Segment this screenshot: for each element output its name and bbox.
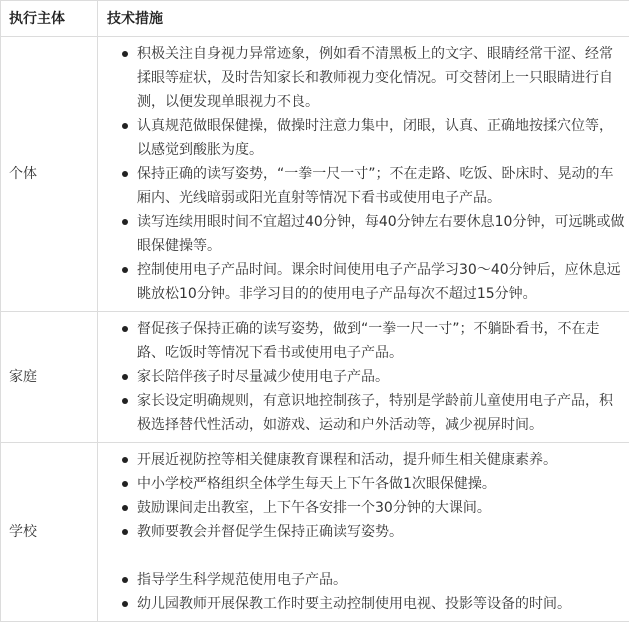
list-spacer [137, 544, 625, 568]
table-header-row [1, 1, 629, 37]
measure-item: 读写连续用眼时间不宜超过40分钟，每40分钟左右要休息10分钟，可远眺或做眼保健操等。 [137, 210, 625, 258]
measure-item: 控制使用电子产品时间。课余时间使用电子产品学习30～40分钟后，应休息远眺放松10分钟。非学习目的的使用电子产品每次不超过15分钟。 [137, 258, 625, 306]
measure-item: 开展近视防控等相关健康教育课程和活动，提升师生相关健康素养。 [137, 448, 625, 472]
table-row [1, 443, 629, 622]
table-row [1, 312, 629, 443]
measures-cell [98, 443, 629, 622]
table-row [1, 37, 629, 312]
measures-list [108, 448, 625, 616]
subject-cell: 学校 [1, 443, 98, 622]
measure-item: 积极关注自身视力异常迹象，例如看不清黑板上的文字、眼睛经常干涩、经常揉眼等症状，及时告知家长和教师视力变化情况。可交替闭上一只眼睛进行自测，以便发现单眼视力不良。 [137, 42, 625, 114]
measure-item: 家长设定明确规则，有意识地控制孩子，特别是学龄前儿童使用电子产品，积极选择替代性活动，如游戏、运动和户外活动等，减少视屏时间。 [137, 389, 625, 437]
measure-item: 家长陪伴孩子时尽量减少使用电子产品。 [137, 365, 625, 389]
subject-cell: 家庭 [1, 312, 98, 443]
subject-cell: 个体 [1, 37, 98, 312]
measures-cell [98, 37, 629, 312]
measure-item: 鼓励课间走出教室，上下午各安排一个30分钟的大课间。 [137, 496, 625, 520]
measure-item: 督促孩子保持正确的读写姿势，做到“一拳一尺一寸”；不躺卧看书，不在走路、吃饭时等情况下看书或使用电子产品。 [137, 317, 625, 365]
measure-item: 保持正确的读写姿势，“一拳一尺一寸”；不在走路、吃饭、卧床时、晃动的车厢内、光线暗弱或阳光直射等情况下看书或使用电子产品。 [137, 162, 625, 210]
measures-cell [98, 312, 629, 443]
header-measures: 技术措施 [98, 1, 629, 37]
measures-list [108, 317, 625, 437]
measure-item: 教师要教会并督促学生保持正确读写姿势。 [137, 520, 625, 544]
measure-item: 认真规范做眼保健操，做操时注意力集中，闭眼，认真、正确地按揉穴位等，以感觉到酸胀为度。 [137, 114, 625, 162]
measure-item: 指导学生科学规范使用电子产品。 [137, 568, 625, 592]
header-subject: 执行主体 [1, 1, 98, 37]
measure-item: 中小学校严格组织全体学生每天上下午各做1次眼保健操。 [137, 472, 625, 496]
measure-item: 幼儿园教师开展保教工作时要主动控制使用电视、投影等设备的时间。 [137, 592, 625, 616]
measures-list [108, 42, 625, 306]
